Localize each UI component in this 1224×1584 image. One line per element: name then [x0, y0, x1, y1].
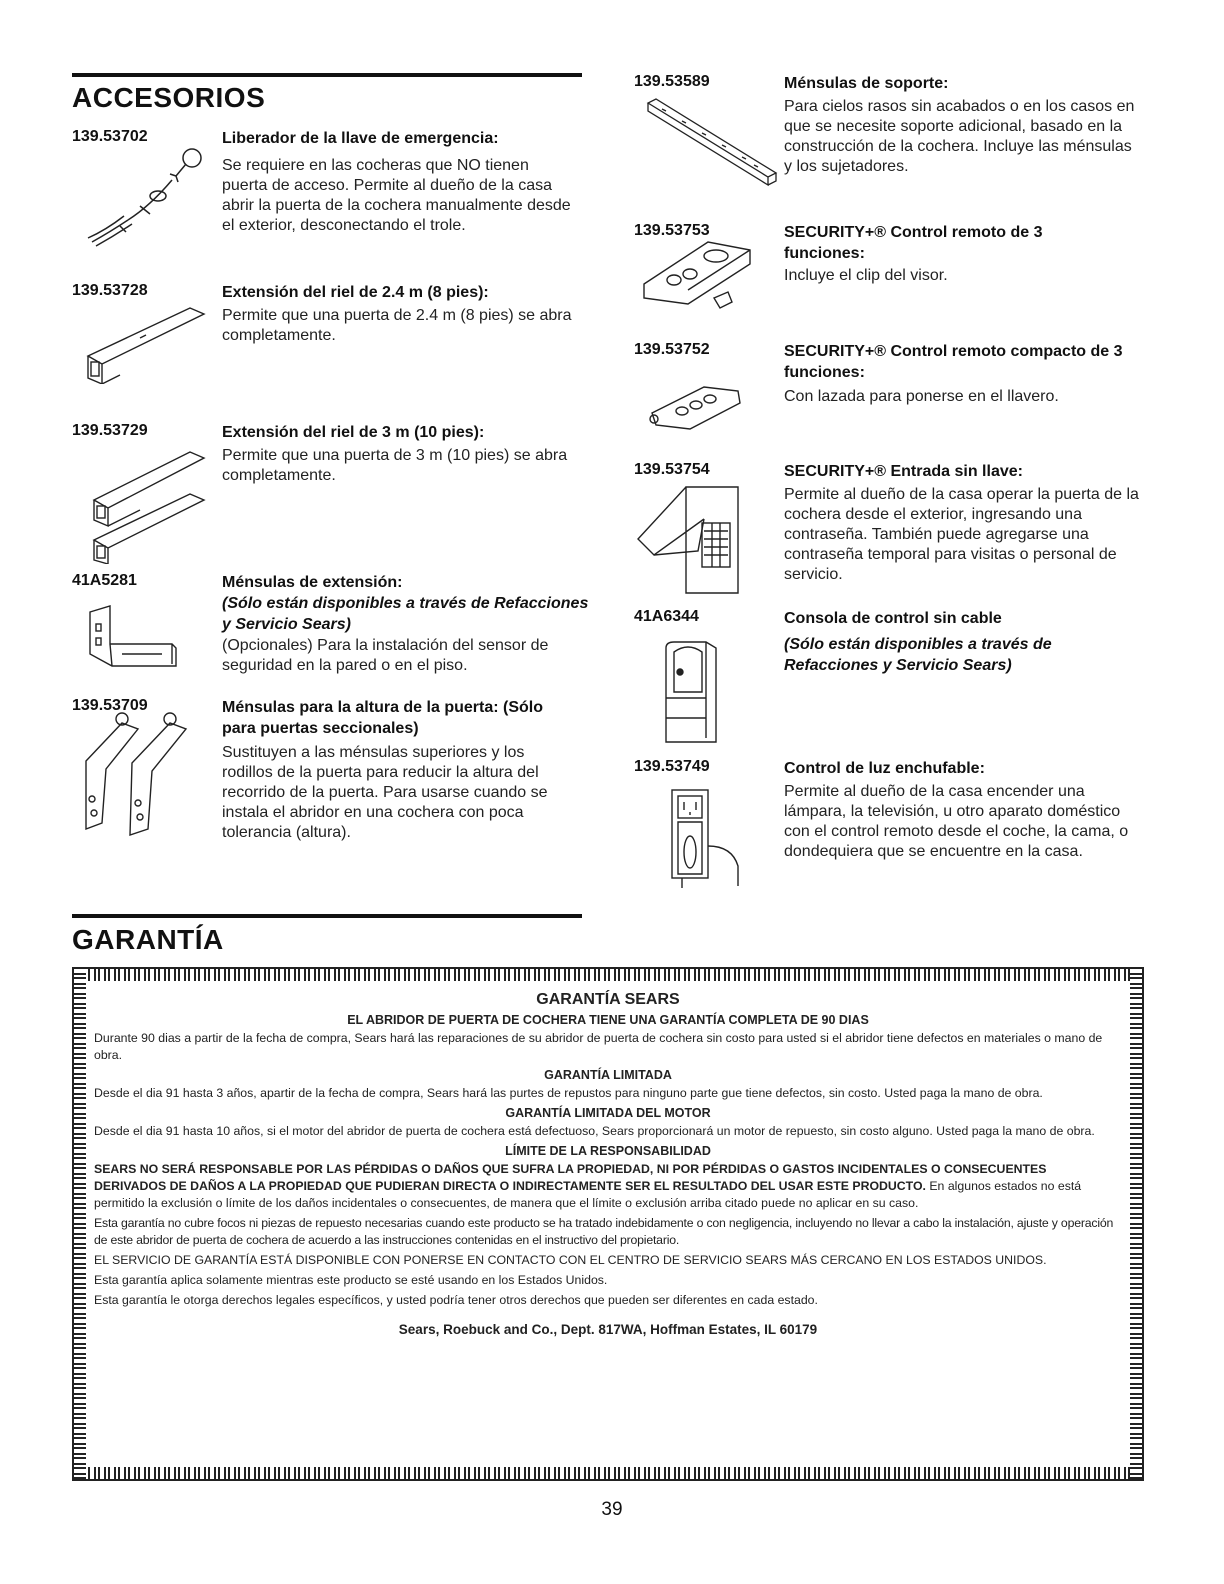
plug-in-light-control-icon — [662, 786, 752, 891]
part-number: 139.53753 — [634, 222, 710, 239]
liability-title: LÍMITE DE LA RESPONSABILIDAD — [505, 1144, 711, 1158]
remote-3-function-icon — [638, 234, 758, 318]
item-title: Ménsulas para la altura de la puerta: (Sólo para puertas seccionales) — [222, 699, 543, 737]
motor-warranty-text: Desde el dia 91 hasta 10 años, si el motor del abridor de puerta de cochera está defectuoso, Sears proporcionará un motor de repuesto, sin costo alguno. Usted paga la mano de obra. — [94, 1124, 1095, 1138]
wireless-console-icon — [658, 638, 728, 748]
support-bracket-icon — [642, 91, 782, 191]
item-title: Control de luz enchufable: — [784, 760, 985, 777]
accessory-item — [634, 73, 1154, 203]
page-number: 39 — [601, 1499, 623, 1520]
accessory-item — [634, 341, 1154, 441]
item-title — [222, 572, 592, 635]
part-number: 139.53589 — [634, 73, 710, 90]
item-title: Liberador de la llave de emergencia: — [222, 130, 499, 147]
item-title: Extensión del riel de 3 m (10 pies): — [222, 424, 485, 441]
accessory-item — [72, 128, 592, 268]
part-number: 139.53729 — [72, 422, 148, 439]
part-number: 41A5281 — [72, 572, 137, 589]
item-title: Ménsulas de soporte: — [784, 75, 949, 92]
full-warranty-text: Durante 90 dias a partir de la fecha de compra, Sears hará las reparaciones de su abridor de puerta de cochera sin costo para usted si el abridor tiene defectos en materiales o mano de obra. — [94, 1031, 1103, 1062]
decorative-border — [74, 969, 1142, 981]
decorative-border — [1130, 969, 1142, 1479]
part-number: 139.53702 — [72, 128, 148, 145]
warranty-box — [72, 967, 1144, 1481]
liability-detail: En algunos estados no está permitido la exclusión o límite de los daños incidentales o consecuentes, de manera que el límite o exclusión arriba citado puede no aplicar en su caso. — [94, 1179, 1082, 1210]
compact-remote-icon — [646, 379, 746, 439]
full-warranty-title: EL ABRIDOR DE PUERTA DE COCHERA TIENE UNA GARANTÍA COMPLETA DE 90 DIAS — [347, 1013, 869, 1027]
accessory-item — [72, 697, 592, 857]
accessory-item — [72, 422, 592, 562]
keyless-entry-icon — [634, 483, 754, 603]
availability-note: (Sólo están disponibles a través de Refacciones y Servicio Sears) — [222, 595, 589, 633]
rail-extension-8ft-icon — [80, 304, 210, 384]
warranty-heading: GARANTÍA SEARS — [536, 991, 680, 1008]
item-desc: Se requiere en las cocheras que NO tienen puerta de acceso. Permite al dueño de la casa abrir la puerta de la cochera manualmente desde el exterior, desconectando el trole. — [222, 157, 571, 234]
item-title: Extensión del riel de 2.4 m (8 pies): — [222, 284, 489, 301]
legal-rights-text: Esta garantía le otorga derechos legales específicos, y usted podría tener otros derechos que pueden ser diferentes en cada estado. — [94, 1293, 818, 1307]
part-number: 139.53709 — [72, 697, 148, 714]
misuse-text: Esta garantía no cubre focos ni piezas de repuesto necesarias cuando este producto se ha tratado indebidamente o con negligencia, incluyendo no llevar a cabo la instalación, ajuste y operación de este abridor de puerta de cochera de acuerdo a las instrucciones contenidas en el instructivo del propietario. — [94, 1216, 1114, 1247]
accessory-item — [72, 572, 592, 682]
item-desc: (Opcionales) Para la instalación del sensor de seguridad en la pared o en el piso. — [222, 637, 549, 674]
item-desc: Permite que una puerta de 2.4 m (8 pies) se abra completamente. — [222, 307, 572, 344]
accessories-rule — [72, 73, 582, 77]
liability-text — [94, 1161, 1122, 1212]
accessory-item — [634, 222, 1154, 332]
sears-address: Sears, Roebuck and Co., Dept. 817WA, Hoffman Estates, IL 60179 — [398, 1322, 818, 1337]
door-height-bracket-icon — [72, 703, 202, 853]
part-number: 139.53749 — [634, 758, 710, 775]
item-desc: Permite que una puerta de 3 m (10 pies) se abra completamente. — [222, 447, 568, 484]
emergency-key-release-icon — [80, 146, 210, 256]
title-text: Consola de control sin cable — [784, 610, 1002, 627]
decorative-border — [74, 1467, 1142, 1479]
accessory-item — [634, 461, 1154, 601]
item-desc: Incluye el clip del visor. — [784, 267, 948, 284]
part-number: 41A6344 — [634, 608, 699, 625]
item-desc: Para cielos rasos sin acabados o en los casos en que se necesite soporte adicional, basado en la construcción de la cochera. Incluye las ménsulas y los sujetadores. — [784, 98, 1135, 175]
us-only-text: Esta garantía aplica solamente mientras este producto se esté usando en los Estados Unidos. — [94, 1273, 608, 1287]
limited-warranty-title: GARANTÍA LIMITADA — [544, 1068, 672, 1082]
item-desc: Permite al dueño de la casa encender una lámpara, la televisión, u otro aparato doméstico con el control remoto desde el coche, la cama, o dondequiera que se encuentre en la casa. — [784, 783, 1129, 860]
accessory-item — [72, 282, 592, 382]
item-desc: Permite al dueño de la casa operar la puerta de la cochera desde el exterior, ingresando una contraseña. También puede agregarse una contraseña temporal para visitas o personal de servicio. — [784, 486, 1139, 583]
service-text: EL SERVICIO DE GARANTÍA ESTÁ DISPONIBLE CON PONERSE EN CONTACTO CON EL CENTRO DE SERVICIO SEARS MÁS CERCANO EN LOS ESTADOS UNIDOS. — [94, 1253, 1047, 1267]
item-title: SECURITY+® Entrada sin llave: — [784, 463, 1023, 480]
accessory-item — [634, 758, 1154, 898]
accessory-item — [634, 608, 1154, 738]
motor-warranty-title: GARANTÍA LIMITADA DEL MOTOR — [505, 1106, 711, 1120]
item-desc: Con lazada para ponerse en el llavero. — [784, 388, 1059, 405]
title-text: Ménsulas de extensión: — [222, 574, 403, 591]
limited-warranty-text: Desde el dia 91 hasta 3 años, apartir de la fecha de compra, Sears hará las purtes de repustos para ninguno parte gue tiene defectos, sin costo. Usted paga la mano de obra. — [94, 1086, 1043, 1100]
extension-bracket-icon — [82, 604, 182, 674]
warranty-rule — [72, 914, 582, 918]
liability-bold: SEARS NO SERÁ RESPONSABLE POR LAS PÉRDIDAS O DAÑOS QUE SUFRA LA PROPIEDAD, NI POR PÉRDIDAS O GASTOS INCIDENTALES O CONSECUENTES DERIVADOS DE DAÑOS A LA PROPIEDAD QUE PUDIERAN DIRECTA O INDIRECTAMENTE SER EL RESULTADO DEL USAR ESTE PRODUCTO. — [94, 1162, 1047, 1193]
accessories-title: ACCESORIOS — [72, 82, 266, 113]
rail-extension-10ft-icon — [80, 444, 210, 564]
availability-note: (Sólo están disponibles a través de Refacciones y Servicio Sears) — [784, 636, 1052, 674]
warranty-content — [94, 991, 1122, 1338]
item-title: SECURITY+® Control remoto compacto de 3 funciones: — [784, 343, 1123, 381]
part-number: 139.53754 — [634, 461, 710, 478]
decorative-border — [74, 969, 86, 1479]
warranty-section-title: GARANTÍA — [72, 924, 224, 955]
item-desc: Sustituyen a las ménsulas superiores y los rodillos de la puerta para reducir la altura del recorrido de la puerta. Para usarse cuando se instala el abridor en una cochera con poca tolerancia (altura). — [222, 744, 548, 841]
item-title — [784, 608, 1144, 676]
part-number: 139.53728 — [72, 282, 148, 299]
part-number: 139.53752 — [634, 341, 710, 358]
item-title: SECURITY+® Control remoto de 3 funciones: — [784, 224, 1043, 262]
